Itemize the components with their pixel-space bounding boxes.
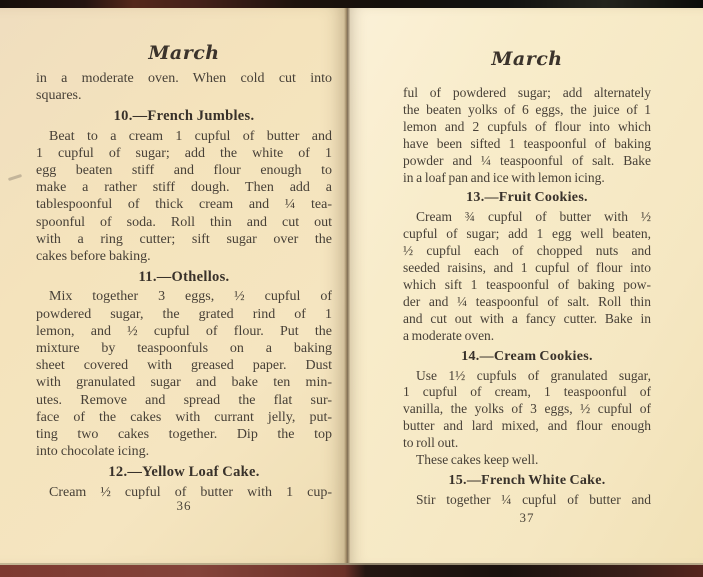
text-line: 1 cupful of cream, 1 teaspoonful of — [403, 384, 651, 400]
text-line: face of the cakes with currant jelly, put- — [36, 409, 332, 425]
paragraph — [403, 85, 651, 186]
text-line: make a rather stiff dough. Then add a — [36, 180, 332, 196]
text-line: Use 1½ cupfuls of granulated sugar, — [416, 367, 651, 383]
right-page-text — [403, 85, 651, 509]
paragraph — [403, 368, 651, 453]
text-line: powder and ¼ teaspoonful of salt. Bake — [403, 152, 651, 168]
right-page — [347, 8, 703, 566]
text-line: utes. Remove and spread the flat sur- — [36, 392, 332, 408]
text-line: into chocolate icing. — [36, 444, 150, 460]
text-line: spoonful of soda. Roll thin and cut out — [36, 214, 332, 230]
recipe-heading: 15.—French White Cake. — [448, 472, 606, 488]
text-line: squares. — [36, 88, 82, 104]
paragraph — [403, 452, 651, 469]
paragraph — [403, 209, 651, 344]
text-line: the beaten yolks of 6 eggs, the juice of 1 — [403, 101, 651, 117]
text-line: egg beaten stiff and flour enough to — [36, 163, 332, 179]
text-line: Mix together 3 eggs, ½ cupful of — [49, 289, 332, 305]
book-cover-bottom-edge — [0, 565, 703, 577]
running-head: March — [148, 42, 220, 64]
page-number: 37 — [519, 510, 535, 525]
text-line: with granulated sugar and bake ten min- — [36, 375, 332, 391]
running-head: March — [491, 48, 563, 70]
recipe-heading: 11.—Othellos. — [138, 269, 230, 286]
text-line: ful of powdered sugar; add alternately — [403, 85, 651, 100]
text-line: in a loaf pan and ice with lemon icing. — [403, 169, 605, 185]
text-line: lemon and 2 cupfuls of flour into which — [403, 118, 651, 134]
text-line: powdered sugar, the grated rind of 1 — [36, 306, 332, 322]
text-line: have been sifted 1 teaspoonful of baking — [403, 135, 651, 151]
text-line: to roll out. — [403, 435, 459, 451]
page-number: 36 — [176, 498, 192, 513]
text-line: cupful of sugar; add 1 egg well beaten, — [403, 226, 651, 242]
paragraph — [36, 288, 332, 460]
paragraph — [403, 492, 651, 509]
left-page-text — [36, 70, 332, 501]
recipe-heading: 12.—Yellow Loaf Cake. — [108, 464, 260, 481]
paragraph — [36, 128, 332, 266]
text-line: Beat to a cream 1 cupful of butter and — [49, 128, 332, 144]
text-line: seeded raisins, and 1 cupful of flour into — [403, 260, 651, 276]
text-line: ½ cupful each of chopped nuts and — [403, 243, 651, 259]
recipe-heading: 14.—Cream Cookies. — [461, 348, 593, 364]
text-line: butter and lard mixed, and flour enough — [403, 418, 651, 434]
text-line: in a moderate oven. When cold cut into — [36, 71, 332, 86]
text-line: mixture by teaspoonfuls on a baking — [36, 341, 332, 357]
recipe-heading: 10.—French Jumbles. — [113, 108, 255, 125]
text-line: lemon, and ½ cupful of flour. Put the — [36, 323, 332, 339]
text-line: tablespoonful of thick cream and ¼ tea- — [36, 197, 332, 213]
left-page — [0, 8, 347, 566]
text-line: Stir together ¼ cupful of butter and — [416, 491, 651, 507]
text-line: vanilla, the yolks of 3 eggs, ½ cupful of — [403, 401, 651, 417]
text-line: which sift 1 teaspoonful of baking pow- — [403, 276, 651, 292]
text-line: Cream ¾ cupful of butter with ½ — [416, 209, 651, 225]
text-line: Cream ½ cupful of butter with 1 cup- — [49, 484, 332, 500]
text-line: der and ¼ teaspoonful of salt. Roll thin — [403, 293, 651, 309]
text-line: ting two cakes together. Dip the top — [36, 427, 332, 443]
text-line: with a ring cutter; sift sugar over the — [36, 231, 332, 247]
text-line: 1 cupful of sugar; add the white of 1 — [36, 145, 332, 161]
text-line: a moderate oven. — [403, 327, 495, 343]
text-line: and cut out with a fancy cutter. Bake in — [403, 310, 651, 326]
recipe-heading: 13.—Fruit Cookies. — [466, 190, 588, 206]
text-line: These cakes keep well. — [416, 452, 539, 468]
paragraph — [36, 70, 332, 104]
text-line: sheet covered with greased paper. Dust — [36, 358, 332, 374]
page-gutter — [344, 8, 350, 566]
page-blemish — [8, 174, 22, 181]
text-line: cakes before baking. — [36, 249, 151, 265]
